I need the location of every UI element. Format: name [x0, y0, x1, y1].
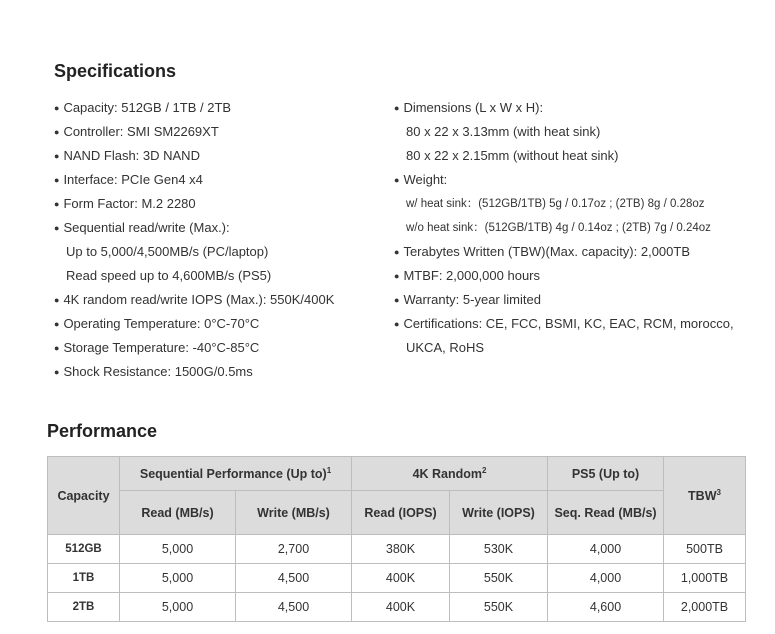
spec-item: Up to 5,000/4,500MB/s (PC/laptop) [66, 244, 269, 259]
header-seq-write: Write (MB/s) [236, 491, 352, 535]
spec-item: ● Capacity: 512GB / 1TB / 2TB [54, 96, 384, 120]
rand-write-cell: 550K [450, 564, 548, 593]
spec-item: ● 4K random read/write IOPS (Max.): 550K/400K [54, 288, 384, 312]
rand-read-cell: 380K [352, 535, 450, 564]
tbw-cell: 2,000TB [664, 593, 746, 622]
seq-read-cell: 5,000 [120, 535, 236, 564]
ps5-read-cell: 4,000 [548, 535, 664, 564]
spec-item: ● Warranty: 5-year limited [394, 288, 764, 312]
seq-write-cell: 2,700 [236, 535, 352, 564]
ps5-read-cell: 4,600 [548, 593, 664, 622]
seq-write-cell: 4,500 [236, 593, 352, 622]
capacity-cell: 512GB [48, 535, 120, 564]
tbw-cell: 500TB [664, 535, 746, 564]
spec-item: ● NAND Flash: 3D NAND [54, 144, 384, 168]
spec-item: w/ heat sink：(512GB/1TB) 5g / 0.17oz ; (2TB) 8g / 0.28oz [406, 198, 705, 210]
header-rand-read: Read (IOPS) [352, 491, 450, 535]
header-tbw: TBW$^3$ [664, 457, 746, 535]
header-capacity: Capacity [48, 457, 120, 535]
spec-item: ● Dimensions (L x W x H): [394, 96, 764, 120]
seq-write-cell: 4,500 [236, 564, 352, 593]
spec-item: ● Terabytes Written (TBW)(Max. capacity): 2,000TB [394, 240, 764, 264]
performance-title: Performance [47, 421, 158, 441]
rand-read-cell: 400K [352, 564, 450, 593]
seq-read-cell: 5,000 [120, 593, 236, 622]
spec-item: ● Certifications: CE, FCC, BSMI, KC, EAC, RCM, morocco, [394, 312, 764, 336]
capacity-cell: 1TB [48, 564, 120, 593]
table-row [48, 593, 746, 622]
ps5-read-cell: 4,000 [548, 564, 664, 593]
specifications-title: Specifications [54, 61, 177, 81]
header-sequential: Sequential Performance (Up to)$^1$ [120, 457, 352, 491]
table-row [48, 564, 746, 593]
spec-item: ● Operating Temperature: 0°C-70°C [54, 312, 384, 336]
spec-item: Read speed up to 4,600MB/s (PS5) [66, 268, 272, 283]
table-header-row [48, 457, 746, 491]
table-row [48, 535, 746, 564]
spec-item: ● Weight: [394, 168, 764, 192]
spec-item: ● Shock Resistance: 1500G/0.5ms [54, 360, 384, 384]
rand-write-cell: 550K [450, 593, 548, 622]
spec-item: ● MTBF: 2,000,000 hours [394, 264, 764, 288]
table-subheader-row [48, 491, 746, 535]
header-rand-write: Write (IOPS) [450, 491, 548, 535]
header-seq-read: Read (MB/s) [120, 491, 236, 535]
performance-table [47, 456, 746, 622]
rand-write-cell: 530K [450, 535, 548, 564]
rand-read-cell: 400K [352, 593, 450, 622]
spec-item: ● Form Factor: M.2 2280 [54, 192, 384, 216]
spec-item: 80 x 22 x 2.15mm (without heat sink) [406, 148, 619, 163]
capacity-cell: 2TB [48, 593, 120, 622]
spec-list-right [394, 96, 764, 360]
spec-item: w/o heat sink：(512GB/1TB) 4g / 0.14oz ; (2TB) 7g / 0.24oz [406, 222, 711, 234]
spec-item: UKCA, RoHS [406, 340, 485, 355]
header-random: 4K Random$^2$ [352, 457, 548, 491]
spec-list-left [54, 96, 384, 384]
tbw-cell: 1,000TB [664, 564, 746, 593]
table-body [48, 535, 746, 622]
spec-item: ● Interface: PCIe Gen4 x4 [54, 168, 384, 192]
spec-item: ● Sequential read/write (Max.): [54, 216, 384, 240]
seq-read-cell: 5,000 [120, 564, 236, 593]
spec-item: 80 x 22 x 3.13mm (with heat sink) [406, 124, 601, 139]
header-ps5: PS5 (Up to) [548, 457, 664, 491]
spec-item: ● Controller: SMI SM2269XT [54, 120, 384, 144]
header-ps5-read: Seq. Read (MB/s) [548, 491, 664, 535]
spec-item: ● Storage Temperature: -40°C-85°C [54, 336, 384, 360]
